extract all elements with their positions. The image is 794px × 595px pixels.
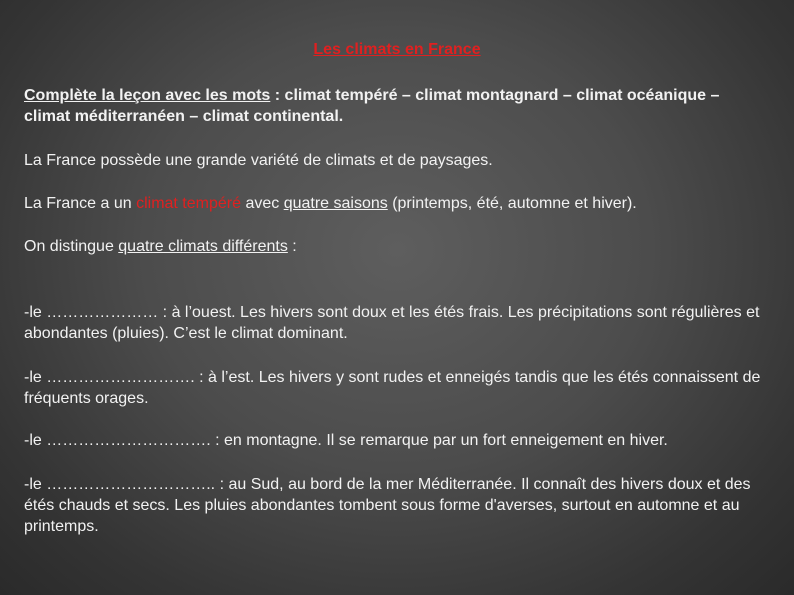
oceanic-text: : à l’ouest. Les hivers sont doux et les étés frais. Les précipitations sont régulières et abondantes (pluies). C’est le climat dominant. bbox=[24, 304, 760, 342]
distinguish-pre: On distingue bbox=[24, 238, 119, 255]
instruction-paragraph bbox=[24, 85, 769, 127]
instruction-lead: Complète la leçon avec les mots bbox=[24, 87, 271, 104]
continental-paragraph bbox=[24, 367, 769, 409]
mountain-text: : en montagne. Il se remarque par un fort enneigement en hiver. bbox=[210, 432, 668, 449]
mediterranean-blank: ………………………….. bbox=[46, 476, 216, 493]
temperate-mid: avec bbox=[241, 195, 284, 212]
continental-blank: ………………………. bbox=[46, 369, 195, 386]
temperate-post: (printemps, été, automne et hiver). bbox=[387, 195, 637, 212]
distinguish-post: : bbox=[287, 238, 297, 255]
mediterranean-prefix: -le bbox=[24, 476, 47, 493]
mountain-paragraph bbox=[24, 430, 769, 451]
variety-paragraph: La France possède une grande variété de climats et de paysages. bbox=[24, 152, 493, 169]
mountain-blank: …………………………. bbox=[46, 432, 211, 449]
mediterranean-text: : au Sud, au bord de la mer Méditerranée. Il connaît des hivers doux et des étés chauds et secs. Les pluies abondantes tombent sous forme d'averses, surtout en automne et au printemps. bbox=[24, 476, 751, 535]
continental-prefix: -le bbox=[24, 369, 47, 386]
temperate-pre: La France a un bbox=[24, 195, 137, 212]
temperate-highlight: climat tempéré bbox=[136, 195, 241, 212]
oceanic-paragraph bbox=[24, 302, 769, 344]
four-seasons-underlined: quatre saisons bbox=[283, 195, 388, 212]
temperate-paragraph bbox=[24, 193, 769, 214]
oceanic-prefix: -le bbox=[24, 304, 47, 321]
mediterranean-paragraph bbox=[24, 474, 769, 537]
continental-text: : à l’est. Les hivers y sont rudes et enneigés tandis que les étés connaissent de fréquents orages. bbox=[24, 369, 761, 407]
instruction-word-list: : climat tempéré – climat montagnard – climat océanique – climat méditerranéen – climat continental. bbox=[24, 87, 720, 125]
distinguish-paragraph bbox=[24, 236, 769, 257]
four-climates-underlined: quatre climats différents bbox=[118, 238, 288, 255]
slide-title: Les climats en France bbox=[313, 41, 481, 58]
oceanic-blank: ………………… bbox=[46, 304, 159, 321]
mountain-prefix: -le bbox=[24, 432, 47, 449]
